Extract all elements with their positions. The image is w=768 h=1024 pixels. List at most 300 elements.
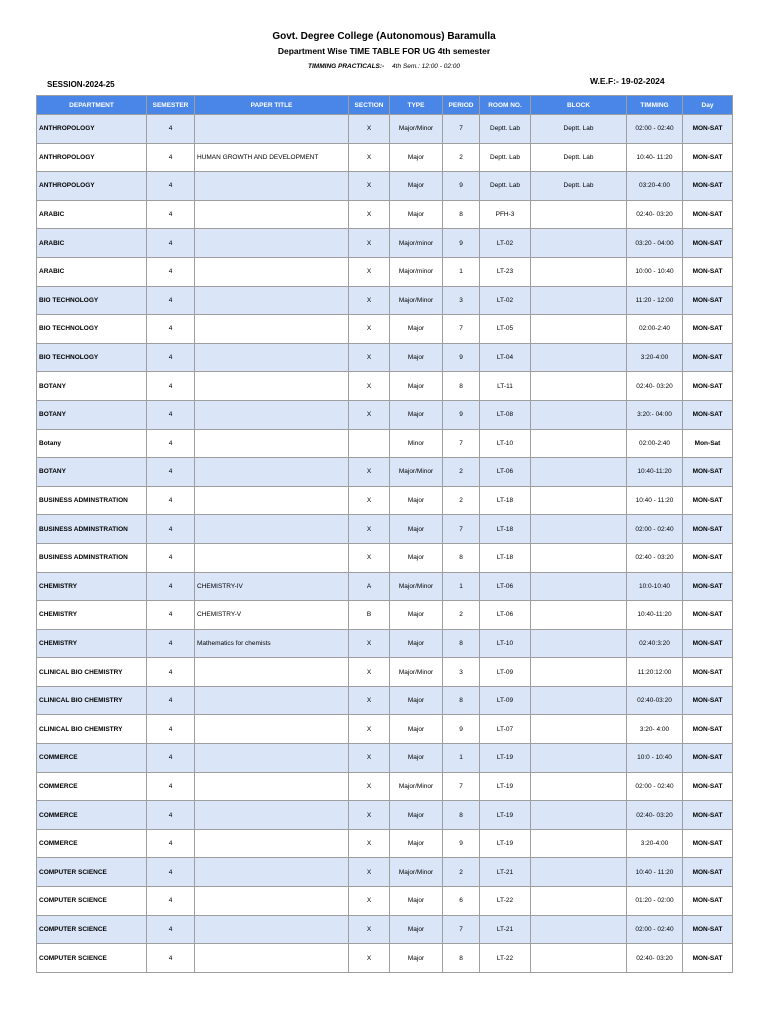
section-cell: A	[349, 572, 390, 601]
timing-cell: 3:20:- 04:00	[627, 400, 683, 429]
semester-cell: 4	[147, 944, 195, 973]
section-cell: B	[349, 601, 390, 630]
table-row	[37, 572, 733, 601]
room-cell: LT-22	[480, 887, 531, 916]
department-cell: CHEMISTRY	[37, 629, 147, 658]
paper-title-cell	[195, 343, 349, 372]
paper-title-cell: CHEMISTRY-IV	[195, 572, 349, 601]
room-cell: LT-06	[480, 601, 531, 630]
section-cell: X	[349, 458, 390, 487]
semester-cell: 4	[147, 257, 195, 286]
day-cell: MON-SAT	[683, 257, 733, 286]
block-cell	[531, 772, 627, 801]
day-cell: MON-SAT	[683, 143, 733, 172]
table-row	[37, 601, 733, 630]
block-cell	[531, 486, 627, 515]
semester-cell: 4	[147, 229, 195, 258]
timing-cell: 10:40 - 11:20	[627, 486, 683, 515]
timing-cell: 10:00 - 10:40	[627, 257, 683, 286]
day-cell: MON-SAT	[683, 829, 733, 858]
semester-cell: 4	[147, 915, 195, 944]
type-cell: Major	[390, 172, 443, 201]
paper-title-cell	[195, 372, 349, 401]
day-cell: MON-SAT	[683, 744, 733, 773]
block-cell	[531, 372, 627, 401]
room-cell: LT-22	[480, 944, 531, 973]
type-cell: Major	[390, 629, 443, 658]
section-cell: X	[349, 257, 390, 286]
period-cell: 1	[443, 572, 480, 601]
type-cell: Major	[390, 372, 443, 401]
department-cell: BIO TECHNOLOGY	[37, 286, 147, 315]
block-cell	[531, 257, 627, 286]
type-cell: Major	[390, 543, 443, 572]
section-cell: X	[349, 801, 390, 830]
section-cell: X	[349, 343, 390, 372]
col-header-type: TYPE	[390, 96, 443, 115]
paper-title-cell	[195, 829, 349, 858]
day-cell: MON-SAT	[683, 172, 733, 201]
type-cell: Major	[390, 601, 443, 630]
type-cell: Major	[390, 515, 443, 544]
day-cell: MON-SAT	[683, 658, 733, 687]
table-row	[37, 515, 733, 544]
block-cell	[531, 458, 627, 487]
table-row	[37, 372, 733, 401]
table-row	[37, 658, 733, 687]
timing-cell: 02:40-03:20	[627, 686, 683, 715]
table-row	[37, 486, 733, 515]
room-cell: LT-10	[480, 629, 531, 658]
period-cell: 7	[443, 515, 480, 544]
table-row	[37, 829, 733, 858]
department-cell: COMPUTER SCIENCE	[37, 858, 147, 887]
department-cell: COMMERCE	[37, 772, 147, 801]
period-cell: 9	[443, 829, 480, 858]
day-cell: MON-SAT	[683, 915, 733, 944]
table-row	[37, 115, 733, 144]
department-cell: COMPUTER SCIENCE	[37, 887, 147, 916]
section-cell: X	[349, 944, 390, 973]
semester-cell: 4	[147, 601, 195, 630]
wef-date: W.E.F:- 19-02-2024	[590, 76, 665, 86]
day-cell: MON-SAT	[683, 887, 733, 916]
timing-cell: 02:00 - 02:40	[627, 915, 683, 944]
room-cell: Deptt. Lab	[480, 172, 531, 201]
timing-cell: 03:20-4:00	[627, 172, 683, 201]
paper-title-cell	[195, 515, 349, 544]
table-row	[37, 944, 733, 973]
paper-title-cell	[195, 229, 349, 258]
timing-cell: 03:20 - 04:00	[627, 229, 683, 258]
period-cell: 8	[443, 629, 480, 658]
type-cell: Major/Minor	[390, 772, 443, 801]
paper-title-cell	[195, 115, 349, 144]
type-cell: Major	[390, 801, 443, 830]
timing-cell: 3:20-4:00	[627, 829, 683, 858]
document-title: Govt. Degree College (Autonomous) Baramulla	[272, 31, 496, 42]
session-label: SESSION-2024-25	[47, 80, 115, 89]
room-cell: LT-07	[480, 715, 531, 744]
table-row	[37, 143, 733, 172]
timing-cell: 11:20:12:00	[627, 658, 683, 687]
semester-cell: 4	[147, 458, 195, 487]
day-cell: MON-SAT	[683, 686, 733, 715]
table-row	[37, 915, 733, 944]
period-cell: 3	[443, 286, 480, 315]
semester-cell: 4	[147, 115, 195, 144]
block-cell: Deptt. Lab	[531, 172, 627, 201]
period-cell: 2	[443, 458, 480, 487]
day-cell: MON-SAT	[683, 486, 733, 515]
timing-cell: 02:40- 03:20	[627, 372, 683, 401]
day-cell: MON-SAT	[683, 601, 733, 630]
block-cell: Deptt. Lab	[531, 115, 627, 144]
department-cell: ARABIC	[37, 257, 147, 286]
col-header-room-no: ROOM NO.	[480, 96, 531, 115]
period-cell: 2	[443, 486, 480, 515]
block-cell	[531, 658, 627, 687]
semester-cell: 4	[147, 372, 195, 401]
room-cell: Deptt. Lab	[480, 143, 531, 172]
paper-title-cell	[195, 543, 349, 572]
room-cell: LT-06	[480, 458, 531, 487]
semester-cell: 4	[147, 286, 195, 315]
table-row	[37, 458, 733, 487]
semester-cell: 4	[147, 772, 195, 801]
table-row	[37, 629, 733, 658]
table-row	[37, 343, 733, 372]
block-cell	[531, 829, 627, 858]
type-cell: Major	[390, 200, 443, 229]
section-cell: X	[349, 858, 390, 887]
timing-cell: 11:20 - 12:00	[627, 286, 683, 315]
type-cell: Major	[390, 744, 443, 773]
type-cell: Major	[390, 400, 443, 429]
semester-cell: 4	[147, 143, 195, 172]
period-cell: 7	[443, 915, 480, 944]
type-cell: Minor	[390, 429, 443, 458]
period-cell: 7	[443, 429, 480, 458]
block-cell	[531, 543, 627, 572]
type-cell: Major	[390, 944, 443, 973]
section-cell	[349, 429, 390, 458]
day-cell: MON-SAT	[683, 572, 733, 601]
block-cell	[531, 429, 627, 458]
table-row	[37, 801, 733, 830]
type-cell: Major	[390, 143, 443, 172]
day-cell: MON-SAT	[683, 772, 733, 801]
room-cell: LT-09	[480, 658, 531, 687]
semester-cell: 4	[147, 715, 195, 744]
section-cell: X	[349, 772, 390, 801]
paper-title-cell	[195, 772, 349, 801]
section-cell: X	[349, 200, 390, 229]
period-cell: 7	[443, 772, 480, 801]
period-cell: 9	[443, 229, 480, 258]
timing-cell: 02:00 - 02:40	[627, 115, 683, 144]
practical-timing-label: TIMMING PRACTICALS:-	[308, 63, 385, 70]
period-cell: 2	[443, 601, 480, 630]
type-cell: Major	[390, 715, 443, 744]
type-cell: Major	[390, 915, 443, 944]
section-cell: X	[349, 486, 390, 515]
block-cell	[531, 229, 627, 258]
timing-cell: 10:40- 11:20	[627, 143, 683, 172]
section-cell: X	[349, 115, 390, 144]
period-cell: 3	[443, 658, 480, 687]
day-cell: MON-SAT	[683, 229, 733, 258]
period-cell: 6	[443, 887, 480, 916]
table-row	[37, 772, 733, 801]
col-header-section: SECTION	[349, 96, 390, 115]
period-cell: 2	[443, 143, 480, 172]
room-cell: LT-04	[480, 343, 531, 372]
day-cell: MON-SAT	[683, 629, 733, 658]
section-cell: X	[349, 172, 390, 201]
timing-cell: 10:40-11:20	[627, 458, 683, 487]
department-cell: COMPUTER SCIENCE	[37, 944, 147, 973]
block-cell: Deptt. Lab	[531, 143, 627, 172]
table-row	[37, 229, 733, 258]
block-cell	[531, 858, 627, 887]
day-cell: MON-SAT	[683, 315, 733, 344]
day-cell: MON-SAT	[683, 515, 733, 544]
table-row	[37, 257, 733, 286]
room-cell: LT-18	[480, 486, 531, 515]
section-cell: X	[349, 744, 390, 773]
timing-cell: 02:00-2:40	[627, 315, 683, 344]
block-cell	[531, 629, 627, 658]
semester-cell: 4	[147, 429, 195, 458]
timetable	[36, 95, 733, 973]
department-cell: BOTANY	[37, 400, 147, 429]
room-cell: PFH-3	[480, 200, 531, 229]
day-cell: Mon-Sat	[683, 429, 733, 458]
department-cell: BUSINESS ADMINSTRATION	[37, 515, 147, 544]
room-cell: LT-06	[480, 572, 531, 601]
department-cell: Botany	[37, 429, 147, 458]
room-cell: LT-21	[480, 858, 531, 887]
period-cell: 1	[443, 744, 480, 773]
semester-cell: 4	[147, 172, 195, 201]
department-cell: BIO TECHNOLOGY	[37, 315, 147, 344]
block-cell	[531, 944, 627, 973]
paper-title-cell	[195, 172, 349, 201]
table-row	[37, 686, 733, 715]
block-cell	[531, 200, 627, 229]
paper-title-cell	[195, 915, 349, 944]
paper-title-cell: Mathematics for chemists	[195, 629, 349, 658]
period-cell: 9	[443, 172, 480, 201]
practical-timing	[0, 63, 768, 70]
document-subtitle: Department Wise TIME TABLE FOR UG 4th semester	[277, 46, 491, 56]
col-header-day: Day	[683, 96, 733, 115]
section-cell: X	[349, 543, 390, 572]
section-cell: X	[349, 515, 390, 544]
type-cell: Major/Minor	[390, 658, 443, 687]
semester-cell: 4	[147, 543, 195, 572]
semester-cell: 4	[147, 686, 195, 715]
col-header-timing: TIMMING	[627, 96, 683, 115]
paper-title-cell: CHEMISTRY-V	[195, 601, 349, 630]
timing-cell: 02:00 - 02:40	[627, 772, 683, 801]
semester-cell: 4	[147, 801, 195, 830]
paper-title-cell	[195, 801, 349, 830]
period-cell: 9	[443, 715, 480, 744]
period-cell: 8	[443, 200, 480, 229]
day-cell: MON-SAT	[683, 543, 733, 572]
table-row	[37, 715, 733, 744]
period-cell: 9	[443, 400, 480, 429]
type-cell: Major/Minor	[390, 115, 443, 144]
paper-title-cell	[195, 658, 349, 687]
practical-timing-value: 4th Sem.: 12:00 - 02:00	[392, 63, 460, 70]
semester-cell: 4	[147, 315, 195, 344]
room-cell: LT-09	[480, 686, 531, 715]
semester-cell: 4	[147, 858, 195, 887]
department-cell: CLINICAL BIO CHEMISTRY	[37, 686, 147, 715]
type-cell: Major	[390, 343, 443, 372]
room-cell: LT-02	[480, 229, 531, 258]
type-cell: Major/Minor	[390, 286, 443, 315]
period-cell: 8	[443, 686, 480, 715]
department-cell: COMPUTER SCIENCE	[37, 915, 147, 944]
department-cell: COMMERCE	[37, 744, 147, 773]
paper-title-cell	[195, 944, 349, 973]
type-cell: Major	[390, 829, 443, 858]
timing-cell: 10:40-11:20	[627, 601, 683, 630]
day-cell: MON-SAT	[683, 115, 733, 144]
section-cell: X	[349, 915, 390, 944]
department-cell: BOTANY	[37, 372, 147, 401]
timing-cell: 3:20-4:00	[627, 343, 683, 372]
room-cell: LT-18	[480, 515, 531, 544]
period-cell: 8	[443, 801, 480, 830]
paper-title-cell	[195, 315, 349, 344]
period-cell: 7	[443, 115, 480, 144]
room-cell: LT-19	[480, 772, 531, 801]
table-row	[37, 315, 733, 344]
section-cell: X	[349, 658, 390, 687]
table-header-row	[37, 96, 733, 115]
timing-cell: 10:40 - 11:20	[627, 858, 683, 887]
block-cell	[531, 744, 627, 773]
type-cell: Major/minor	[390, 229, 443, 258]
col-header-department: DEPARTMENT	[37, 96, 147, 115]
room-cell: LT-19	[480, 829, 531, 858]
day-cell: MON-SAT	[683, 715, 733, 744]
department-cell: BUSINESS ADMINSTRATION	[37, 543, 147, 572]
semester-cell: 4	[147, 200, 195, 229]
room-cell: LT-05	[480, 315, 531, 344]
semester-cell: 4	[147, 572, 195, 601]
type-cell: Major/Minor	[390, 858, 443, 887]
col-header-block: BLOCK	[531, 96, 627, 115]
department-cell: ARABIC	[37, 200, 147, 229]
room-cell: LT-23	[480, 257, 531, 286]
day-cell: MON-SAT	[683, 372, 733, 401]
block-cell	[531, 343, 627, 372]
department-cell: ANTHROPOLOGY	[37, 115, 147, 144]
section-cell: X	[349, 229, 390, 258]
day-cell: MON-SAT	[683, 400, 733, 429]
block-cell	[531, 686, 627, 715]
room-cell: LT-18	[480, 543, 531, 572]
section-cell: X	[349, 629, 390, 658]
department-cell: COMMERCE	[37, 829, 147, 858]
day-cell: MON-SAT	[683, 200, 733, 229]
col-header-period: PERIOD	[443, 96, 480, 115]
table-row	[37, 172, 733, 201]
paper-title-cell: HUMAN GROWTH AND DEVELOPMENT	[195, 143, 349, 172]
table-row	[37, 858, 733, 887]
timing-cell: 3:20- 4:00	[627, 715, 683, 744]
semester-cell: 4	[147, 629, 195, 658]
table-row	[37, 286, 733, 315]
paper-title-cell	[195, 486, 349, 515]
type-cell: Major	[390, 686, 443, 715]
department-cell: BIO TECHNOLOGY	[37, 343, 147, 372]
block-cell	[531, 515, 627, 544]
paper-title-cell	[195, 858, 349, 887]
paper-title-cell	[195, 715, 349, 744]
block-cell	[531, 572, 627, 601]
section-cell: X	[349, 400, 390, 429]
table-row	[37, 887, 733, 916]
paper-title-cell	[195, 686, 349, 715]
type-cell: Major	[390, 887, 443, 916]
timing-cell: 02:40- 03:20	[627, 944, 683, 973]
table-body	[37, 115, 733, 973]
period-cell: 8	[443, 944, 480, 973]
section-cell: X	[349, 686, 390, 715]
semester-cell: 4	[147, 658, 195, 687]
day-cell: MON-SAT	[683, 458, 733, 487]
room-cell: LT-11	[480, 372, 531, 401]
type-cell: Major/minor	[390, 257, 443, 286]
department-cell: ARABIC	[37, 229, 147, 258]
timing-cell: 10:0-10:40	[627, 572, 683, 601]
section-cell: X	[349, 829, 390, 858]
semester-cell: 4	[147, 515, 195, 544]
block-cell	[531, 887, 627, 916]
timing-cell: 02:40- 03:20	[627, 200, 683, 229]
department-cell: COMMERCE	[37, 801, 147, 830]
paper-title-cell	[195, 257, 349, 286]
timing-cell: 02:00-2:40	[627, 429, 683, 458]
department-cell: ANTHROPOLOGY	[37, 172, 147, 201]
paper-title-cell	[195, 744, 349, 773]
timing-cell: 10:0 - 10:40	[627, 744, 683, 773]
department-cell: BUSINESS ADMINSTRATION	[37, 486, 147, 515]
timing-cell: 02:40:3:20	[627, 629, 683, 658]
timing-cell: 01:20 - 02:00	[627, 887, 683, 916]
semester-cell: 4	[147, 887, 195, 916]
department-cell: CLINICAL BIO CHEMISTRY	[37, 715, 147, 744]
timing-cell: 02:40 - 03:20	[627, 543, 683, 572]
day-cell: MON-SAT	[683, 801, 733, 830]
department-cell: ANTHROPOLOGY	[37, 143, 147, 172]
period-cell: 1	[443, 257, 480, 286]
section-cell: X	[349, 372, 390, 401]
block-cell	[531, 801, 627, 830]
department-cell: BOTANY	[37, 458, 147, 487]
period-cell: 8	[443, 543, 480, 572]
period-cell: 7	[443, 315, 480, 344]
department-cell: CLINICAL BIO CHEMISTRY	[37, 658, 147, 687]
paper-title-cell	[195, 429, 349, 458]
